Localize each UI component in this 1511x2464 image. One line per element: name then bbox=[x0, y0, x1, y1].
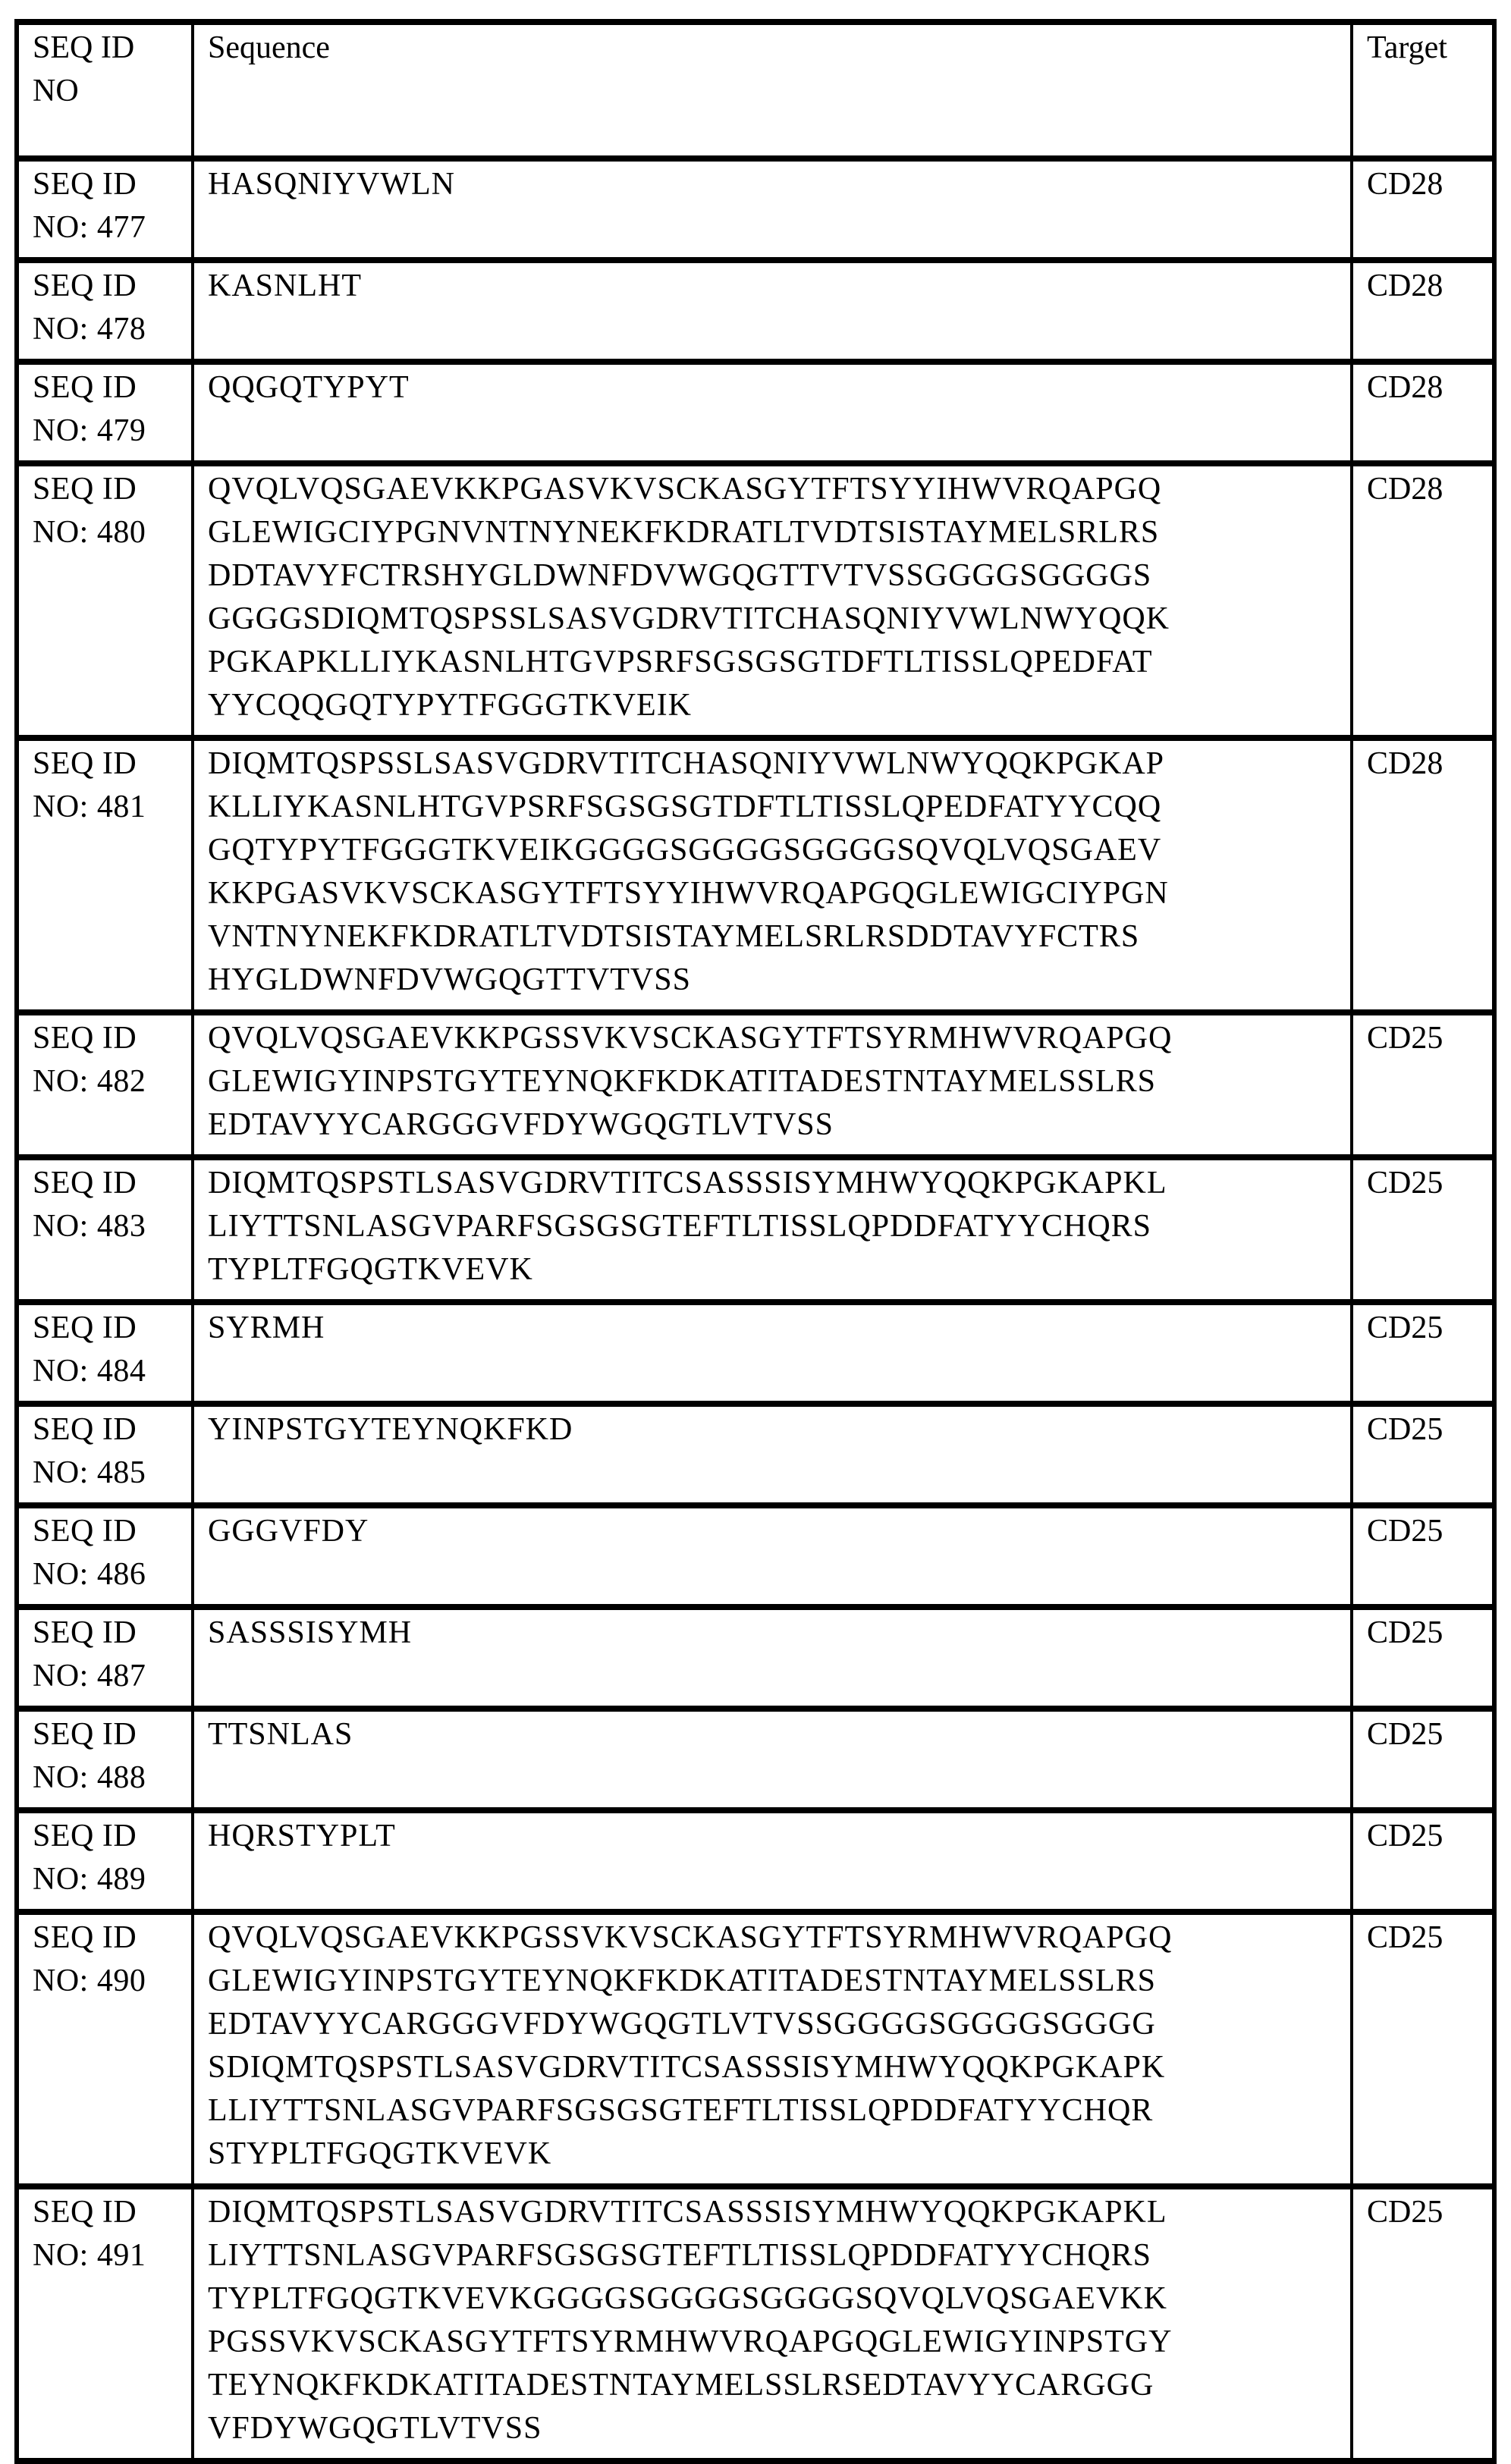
seq-id-cell: SEQ ID NO: 484 bbox=[17, 1302, 193, 1404]
seq-id-cell: SEQ ID NO: 488 bbox=[17, 1709, 193, 1810]
sequence-cell: QQGQTYPYT bbox=[193, 362, 1352, 463]
table-row-487 bbox=[17, 1607, 1494, 1709]
table-row-489 bbox=[17, 1810, 1494, 1912]
sequence-cell: DIQMTQSPSSLSASVGDRVTITCHASQNIYVWLNWYQQKPGKAP KLLIYKASNLHTGVPSRFSGSGSGTDFTLTISSLQPEDFATYYCQQ GQTYPYTFGGGTKVEIKGGGGSGGGGSGGGGSQVQLVQSGAEV KKPGASVKVSCKASGYTFTSYYIHWVRQAPGQGLEWIGCIYPGN VNTNYNEKFKDRATLTVDTSISTAYMELSRLRSDDTAVYFCTRS HYGLDWNFDVWGQGTTVTVSS bbox=[193, 738, 1352, 1012]
target-cell: CD25 bbox=[1352, 1709, 1494, 1810]
header-sequence: Sequence bbox=[193, 22, 1352, 159]
seq-id-cell: SEQ ID NO: 486 bbox=[17, 1505, 193, 1607]
sequence-cell: HQRSTYPLT bbox=[193, 1810, 1352, 1912]
table-row-483 bbox=[17, 1157, 1494, 1302]
table-row-478 bbox=[17, 260, 1494, 362]
sequence-cell: SASSSISYMH bbox=[193, 1607, 1352, 1709]
table-row-481 bbox=[17, 738, 1494, 1012]
sequence-cell: DIQMTQSPSTLSASVGDRVTITCSASSSISYMHWYQQKPGKAPKL LIYTTSNLASGVPARFSGSGSGTEFTLTISSLQPDDFATYYCHQRS TYPLTFGQGTKVEVK bbox=[193, 1157, 1352, 1302]
seq-id-cell: SEQ ID NO: 479 bbox=[17, 362, 193, 463]
sequence-cell: QVQLVQSGAEVKKPGSSVKVSCKASGYTFTSYRMHWVRQAPGQ GLEWIGYINPSTGYTEYNQKFKDKATITADESTNTAYMELSSLRS EDTAVYYCARGGGVFDYWGQGTLVTVSSGGGGSGGGGSGGGG SDIQMTQSPSTLSASVGDRVTITCSASSSISYMHWYQQKPGKAPK LLIYTTSNLASGVPARFSGSGSGTEFTLTISSLQPDDFATYYCHQR STYPLTFGQGTKVEVK bbox=[193, 1912, 1352, 2186]
table-row-480 bbox=[17, 463, 1494, 738]
table-row-484 bbox=[17, 1302, 1494, 1404]
table-row-479 bbox=[17, 362, 1494, 463]
target-cell: CD25 bbox=[1352, 1505, 1494, 1607]
target-cell: CD28 bbox=[1352, 260, 1494, 362]
seq-id-cell: SEQ ID NO: 480 bbox=[17, 463, 193, 738]
table-row-485 bbox=[17, 1404, 1494, 1505]
sequence-cell: GGGVFDY bbox=[193, 1505, 1352, 1607]
sequence-cell: SYRMH bbox=[193, 1302, 1352, 1404]
sequence-cell: TTSNLAS bbox=[193, 1709, 1352, 1810]
sequence-table bbox=[14, 19, 1497, 2464]
target-cell: CD25 bbox=[1352, 1302, 1494, 1404]
header-target: Target bbox=[1352, 22, 1494, 159]
target-cell: CD28 bbox=[1352, 362, 1494, 463]
target-cell: CD28 bbox=[1352, 463, 1494, 738]
target-cell: CD28 bbox=[1352, 738, 1494, 1012]
table-row-482 bbox=[17, 1012, 1494, 1157]
seq-id-cell: SEQ ID NO: 490 bbox=[17, 1912, 193, 2186]
sequence-cell: KASNLHT bbox=[193, 260, 1352, 362]
seq-id-cell: SEQ ID NO: 487 bbox=[17, 1607, 193, 1709]
seq-id-cell: SEQ ID NO: 482 bbox=[17, 1012, 193, 1157]
seq-id-cell: SEQ ID NO: 485 bbox=[17, 1404, 193, 1505]
seq-id-cell: SEQ ID NO: 491 bbox=[17, 2186, 193, 2461]
target-cell: CD28 bbox=[1352, 159, 1494, 260]
seq-id-cell: SEQ ID NO: 489 bbox=[17, 1810, 193, 1912]
seq-id-cell: SEQ ID NO: 483 bbox=[17, 1157, 193, 1302]
seq-id-cell: SEQ ID NO: 481 bbox=[17, 738, 193, 1012]
table-row-477 bbox=[17, 159, 1494, 260]
target-cell: CD25 bbox=[1352, 1912, 1494, 2186]
target-cell: CD25 bbox=[1352, 1607, 1494, 1709]
target-cell: CD25 bbox=[1352, 2186, 1494, 2461]
header-seq-id-no: SEQ ID NO bbox=[17, 22, 193, 159]
target-cell: CD25 bbox=[1352, 1157, 1494, 1302]
table-row-490 bbox=[17, 1912, 1494, 2186]
sequence-cell: QVQLVQSGAEVKKPGSSVKVSCKASGYTFTSYRMHWVRQAPGQ GLEWIGYINPSTGYTEYNQKFKDKATITADESTNTAYMELSSLRS EDTAVYYCARGGGVFDYWGQGTLVTVSS bbox=[193, 1012, 1352, 1157]
header-row bbox=[17, 22, 1494, 159]
sequence-cell: QVQLVQSGAEVKKPGASVKVSCKASGYTFTSYYIHWVRQAPGQ GLEWIGCIYPGNVNTNYNEKFKDRATLTVDTSISTAYMELSRLRS DDTAVYFCTRSHYGLDWNFDVWGQGTTVTVSSGGGGSGGGGS GGGGSDIQMTQSPSSLSASVGDRVTITCHASQNIYVWLNWYQQK PGKAPKLLIYKASNLHTGVPSRFSGSGSGTDFTLTISSLQPEDFAT YYCQQGQTYPYTFGGGTKVEIK bbox=[193, 463, 1352, 738]
target-cell: CD25 bbox=[1352, 1404, 1494, 1505]
table-row-491 bbox=[17, 2186, 1494, 2461]
table-row-486 bbox=[17, 1505, 1494, 1607]
sequence-cell: HASQNIYVWLN bbox=[193, 159, 1352, 260]
sequence-cell: DIQMTQSPSTLSASVGDRVTITCSASSSISYMHWYQQKPGKAPKL LIYTTSNLASGVPARFSGSGSGTEFTLTISSLQPDDFATYYCHQRS TYPLTFGQGTKVEVKGGGGSGGGGSGGGGSQVQLVQSGAEVKK PGSSVKVSCKASGYTFTSYRMHWVRQAPGQGLEWIGYINPSTGY TEYNQKFKDKATITADESTNTAYMELSSLRSEDTAVYYCARGGG VFDYWGQGTLVTVSS bbox=[193, 2186, 1352, 2461]
sequence-cell: YINPSTGYTEYNQKFKD bbox=[193, 1404, 1352, 1505]
seq-id-cell: SEQ ID NO: 478 bbox=[17, 260, 193, 362]
table-row-488 bbox=[17, 1709, 1494, 1810]
target-cell: CD25 bbox=[1352, 1810, 1494, 1912]
target-cell: CD25 bbox=[1352, 1012, 1494, 1157]
seq-id-cell: SEQ ID NO: 477 bbox=[17, 159, 193, 260]
